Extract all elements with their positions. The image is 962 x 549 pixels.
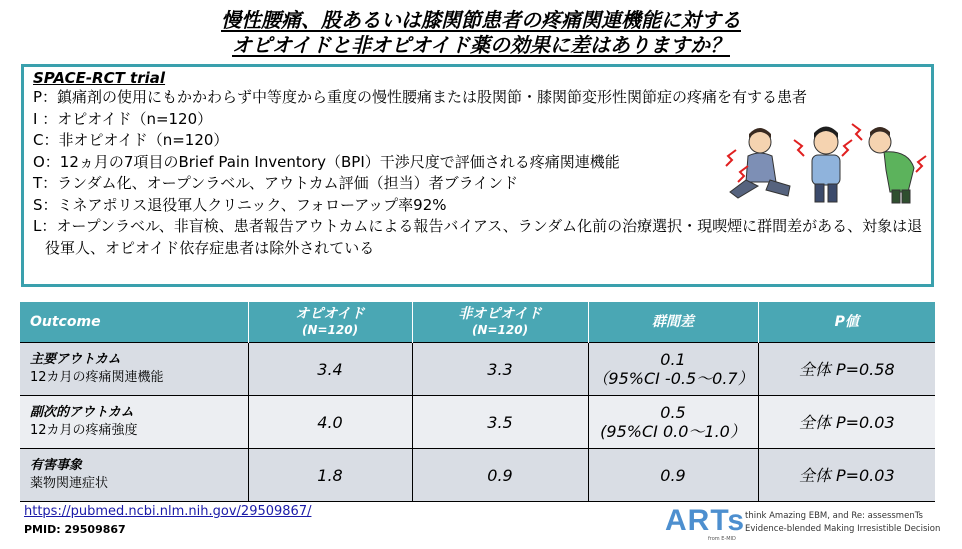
diff-ci: （95%CI -0.5～0.7） xyxy=(592,369,754,388)
results-table xyxy=(20,302,935,502)
table-row xyxy=(20,396,935,449)
diff-value: 0.9 xyxy=(660,465,686,485)
header-nonopioid-label: 非オピオイド xyxy=(458,306,542,322)
pain-patients-illustration xyxy=(718,120,928,205)
outcome-cell xyxy=(20,449,248,502)
arts-logo: ARTs xyxy=(665,504,746,537)
header-outcome: Outcome xyxy=(20,302,248,343)
diff-cell xyxy=(588,449,758,502)
logo-tagline xyxy=(745,510,955,536)
p-value: 全体 P=0.03 xyxy=(758,396,935,449)
diff-cell xyxy=(588,343,758,396)
outcome-desc: 薬物関連症状 xyxy=(30,476,109,491)
tagline-line-1: think Amazing EBM, and Re: assessmenTs xyxy=(745,511,923,521)
outcome-name: 有害事象 xyxy=(30,458,83,473)
trial-name: SPACE-RCT trial xyxy=(33,69,166,87)
header-diff: 群間差 xyxy=(588,302,758,343)
outcome-name: 副次的アウトカム xyxy=(30,405,134,420)
title-line-2: オピオイドと非オピオイド薬の効果に差はありますか？ xyxy=(232,33,730,57)
nonopioid-value: 0.9 xyxy=(412,449,588,502)
outcome-desc: 12カ月の疼痛関連機能 xyxy=(30,370,164,385)
header-p: P値 xyxy=(758,302,935,343)
header-nonopioid xyxy=(412,302,588,343)
logo-subtext: from E-MID xyxy=(708,536,736,542)
pico-s: S：ミネアポリス退役軍人クリニック、フォローアップ率92% xyxy=(33,195,447,214)
opioid-value: 4.0 xyxy=(248,396,412,449)
table-row xyxy=(20,343,935,396)
tagline-line-2: Evidence-blended Making Irresistible Decision xyxy=(745,524,941,534)
table-header-row xyxy=(20,302,935,343)
opioid-value: 3.4 xyxy=(248,343,412,396)
header-nonopioid-n: (N=120) xyxy=(471,323,529,337)
table-row xyxy=(20,449,935,502)
pico-t: T：ランダム化、オープンラベル、アウトカム評価（担当）者ブラインド xyxy=(33,174,519,192)
nonopioid-value: 3.5 xyxy=(412,396,588,449)
diff-value: 0.5 xyxy=(660,403,686,422)
standing-person-icon xyxy=(794,127,852,203)
header-opioid-n: (N=120) xyxy=(301,323,359,337)
pico-o: O：12ヵ月の7項目のBrief Pain Inventory（BPI）干渉尺度で評価される疼痛関連機能 xyxy=(33,152,620,171)
header-opioid-label: オピオイド xyxy=(295,306,365,322)
back-pain-person-icon xyxy=(852,124,926,203)
diff-value: 0.1 xyxy=(660,350,686,369)
title-line-1: 慢性腰痛、股あるいは膝関節患者の疼痛関連機能に対する xyxy=(221,8,741,32)
pico-l: L：オープンラベル、非盲検、患者報告アウトカムによる報告バイアス、ランダム化前の治療選択・現喫煙に群間差がある、対象は退役軍人、オピオイド依存症患者は除外されている xyxy=(33,217,923,257)
pubmed-link[interactable]: https://pubmed.ncbi.nlm.nih.gov/29509867/ xyxy=(24,504,312,519)
sitting-person-icon xyxy=(726,128,790,198)
p-value: 全体 P=0.03 xyxy=(758,449,935,502)
p-value: 全体 P=0.58 xyxy=(758,343,935,396)
diff-cell xyxy=(588,396,758,449)
diff-ci: (95%CI 0.0～1.0） xyxy=(600,422,746,441)
opioid-value: 1.8 xyxy=(248,449,412,502)
pico-i: I ：オピオイド（n=120） xyxy=(33,109,213,128)
pmid-text: PMID: 29509867 xyxy=(24,523,126,536)
outcome-cell xyxy=(20,396,248,449)
outcome-desc: 12カ月の疼痛強度 xyxy=(30,423,138,438)
pico-c: C：非オピオイド（n=120） xyxy=(33,131,229,149)
page-title xyxy=(0,8,962,58)
nonopioid-value: 3.3 xyxy=(412,343,588,396)
header-opioid xyxy=(248,302,412,343)
pico-p: P：鎮痛剤の使用にもかかわらず中等度から重度の慢性腰痛または股関節・膝関節変形性関節症の疼痛を有する患者 xyxy=(33,88,808,106)
outcome-cell xyxy=(20,343,248,396)
outcome-name: 主要アウトカム xyxy=(30,352,121,367)
